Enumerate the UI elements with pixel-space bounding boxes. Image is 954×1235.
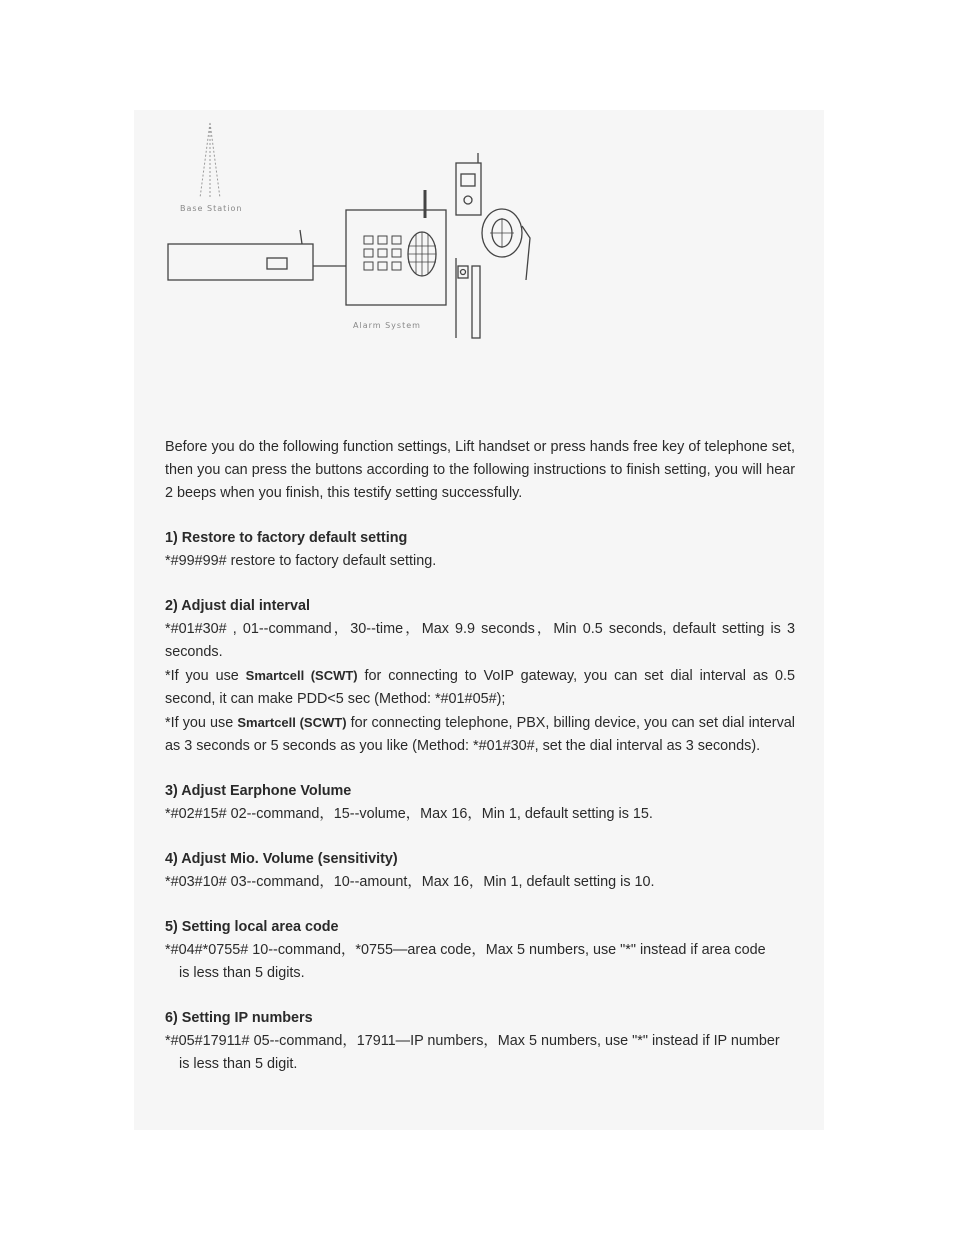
note-voip [165, 664, 795, 711]
section-heading: 6) Setting IP numbers [165, 1010, 313, 1026]
section-heading: 5) Setting local area code [165, 919, 339, 935]
note-prefix: *If you use [165, 715, 238, 731]
section-heading: 4) Adjust Mio. Volume (sensitivity) [165, 851, 398, 867]
alarm-system-diagram [160, 118, 580, 383]
base-station-label: Base Station [180, 204, 243, 213]
brand-name: Smartcell (SCWT) [237, 715, 347, 730]
section-line: *#04#*0755# 10--command，*0755—area code，Max 5 numbers, use "*" instead if area code [165, 942, 766, 958]
note-telephone [165, 711, 795, 758]
section-dial-interval [165, 595, 795, 758]
remote-control-icon [456, 153, 481, 215]
intro-text: Before you do the following function settings, Lift handset or press hands free key of telephone set, then you can press the buttons according to the following instructions to finish setting, you will hear 2 beeps when you finish, this testify setting successfully. [165, 439, 795, 501]
section-restore-default [165, 527, 795, 573]
section-line: is less than 5 digit. [179, 1056, 298, 1072]
brand-name: Smartcell (SCWT) [245, 668, 358, 683]
section-line: *#01#30# , 01--command，30--time，Max 9.9 seconds，Min 0.5 seconds, default setting is 3 seconds. [165, 621, 795, 660]
door-sensor-icon [456, 258, 480, 338]
alarm-panel-icon [346, 190, 446, 305]
section-heading: 2) Adjust dial interval [165, 598, 311, 614]
section-ip-numbers [165, 1007, 795, 1076]
motion-detector-icon [482, 209, 530, 280]
intro-paragraph [165, 436, 795, 505]
section-line: is less than 5 digits. [179, 965, 305, 981]
section-heading: 3) Adjust Earphone Volume [165, 783, 352, 799]
section-line: *#03#10# 03--command，10--amount，Max 16，Min 1, default setting is 10. [165, 874, 655, 890]
gateway-device-icon [168, 230, 346, 280]
section-earphone-volume [165, 780, 795, 826]
base-station-tower-icon [200, 123, 220, 198]
section-heading: 1) Restore to factory default setting [165, 530, 408, 546]
section-line: *#99#99# restore to factory default setting. [165, 553, 437, 569]
alarm-system-label: Alarm System [353, 321, 421, 330]
section-line: *#05#17911# 05--command，17911—IP numbers，Max 5 numbers, use "*" instead if IP number [165, 1033, 780, 1049]
section-area-code [165, 916, 795, 985]
section-mic-volume [165, 848, 795, 894]
note-body: for connecting to VoIP gateway, you can set dial interval as 0.5 second, it can make PDD<5 sec (Method: *#01#05#); [165, 668, 795, 707]
section-line: *#02#15# 02--command，15--volume，Max 16，Min 1, default setting is 15. [165, 806, 653, 822]
instruction-text [165, 436, 795, 1076]
note-prefix: *If you use [165, 668, 246, 684]
note-body: for connecting telephone, PBX, billing device, you can set dial interval as 3 seconds or 5 seconds as you like (Method: *#01#30#, set the dial interval as 3 seconds). [165, 715, 795, 754]
